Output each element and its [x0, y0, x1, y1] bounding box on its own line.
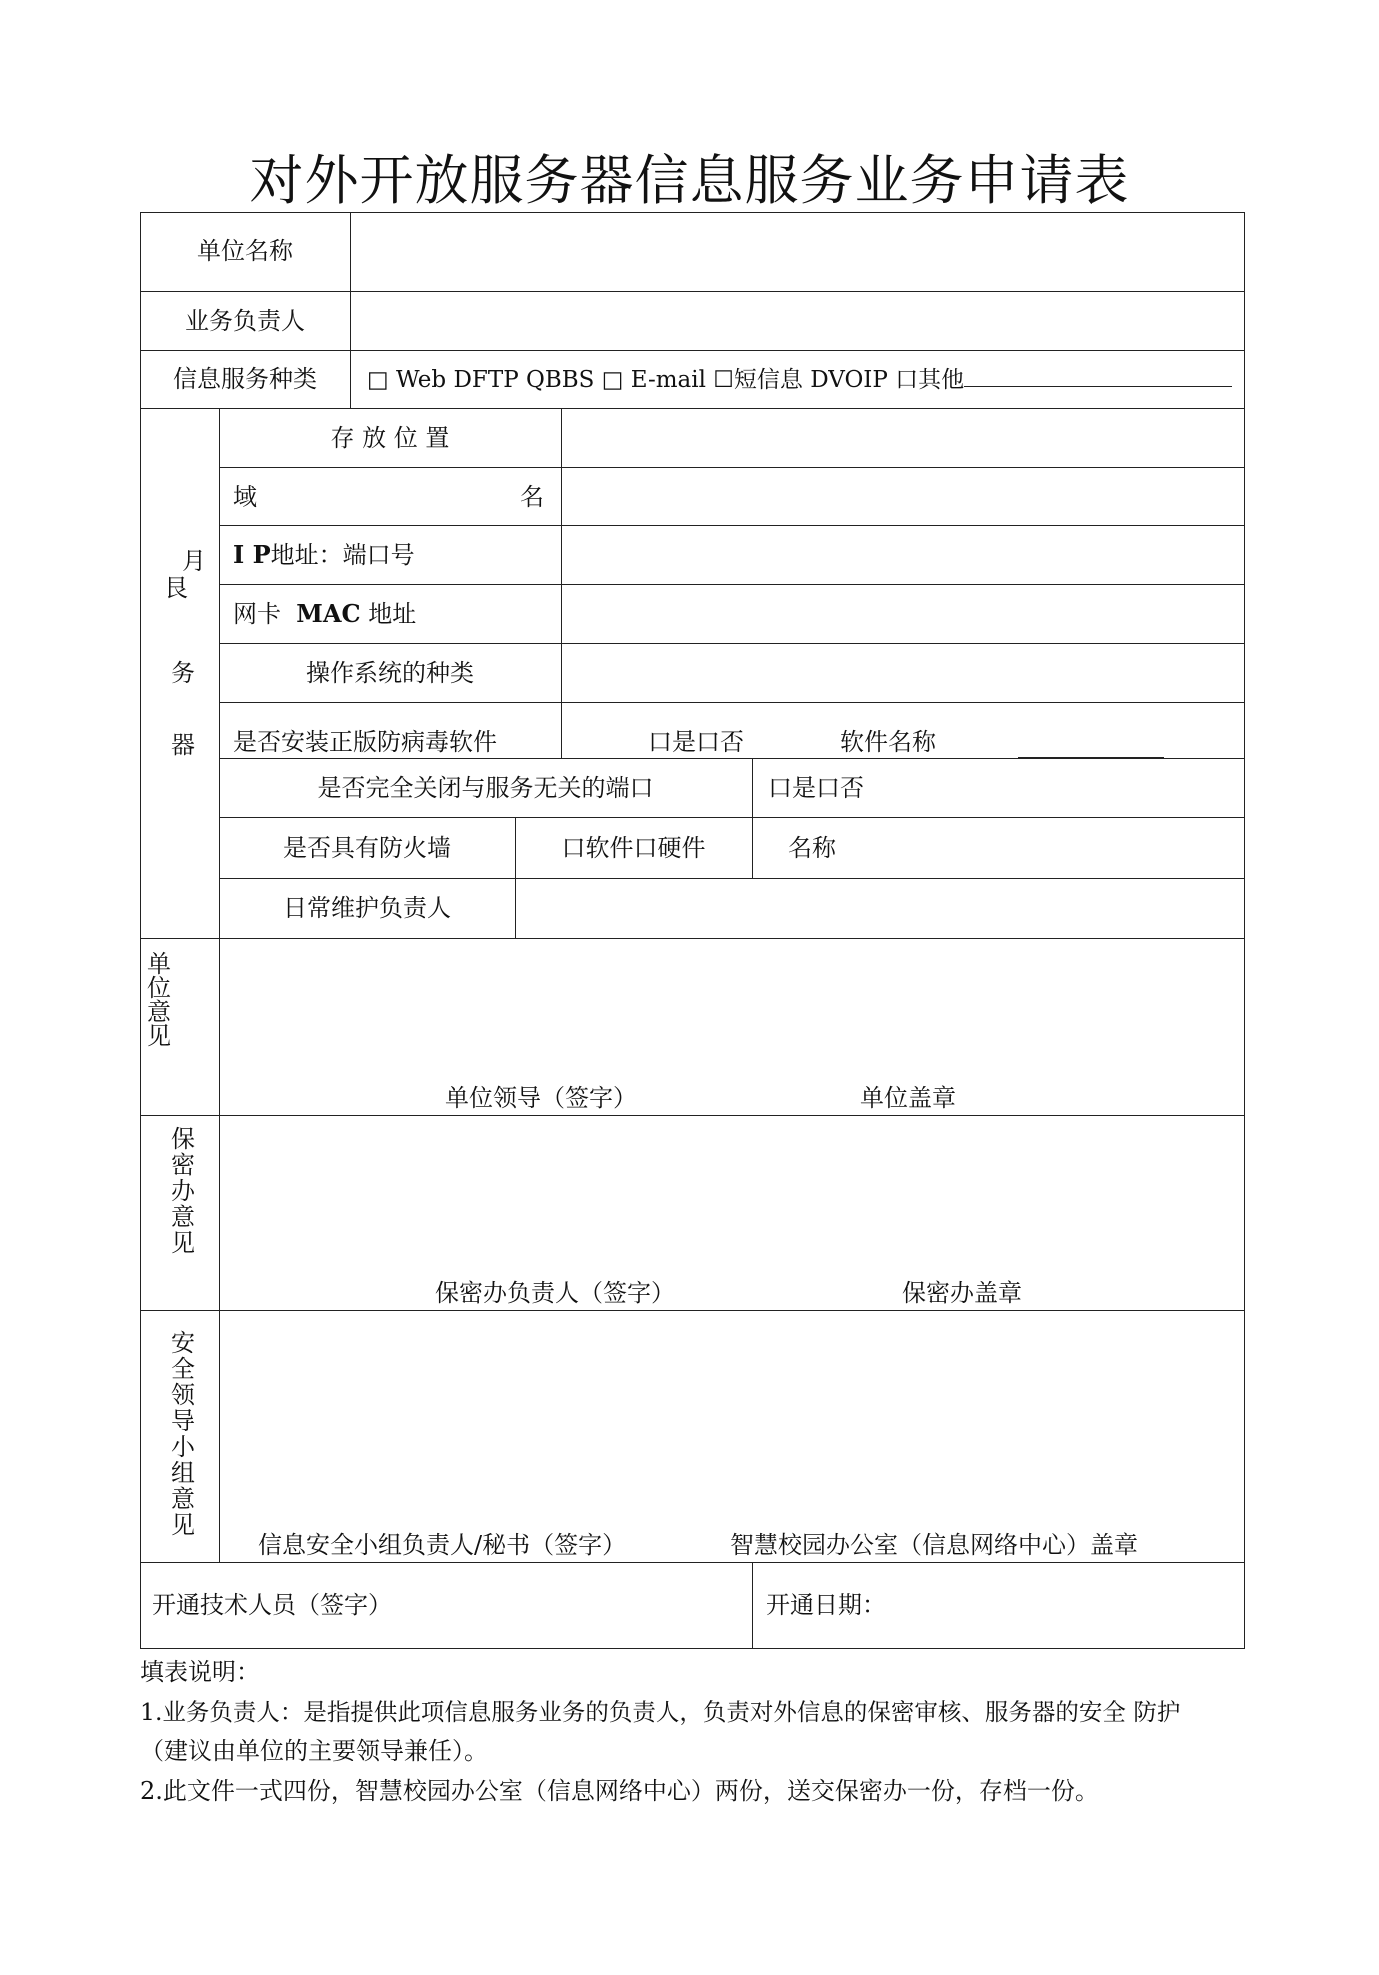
label-char: 办 — [171, 1177, 195, 1205]
other-underline — [964, 364, 1232, 387]
row-divider — [140, 1562, 1245, 1563]
software-name-label: 软件名称 — [840, 728, 936, 756]
row-divider — [219, 878, 1245, 879]
domain-label-left: 域 — [233, 483, 257, 511]
label-char: 见 — [171, 1229, 195, 1257]
service-type-options — [367, 364, 1232, 395]
row-divider — [219, 467, 1245, 468]
label-char: 意 — [147, 998, 171, 1026]
business-owner-label: 业务负责人 — [185, 307, 305, 335]
unit-leader-signature: 单位领导（签字） — [445, 1084, 637, 1112]
label-char: 导 — [171, 1407, 195, 1435]
row-divider — [140, 938, 1245, 939]
table-border-left — [140, 212, 141, 1649]
label-char: 领 — [171, 1381, 195, 1409]
column-divider — [350, 212, 351, 409]
label-char: 见 — [147, 1022, 171, 1050]
row-divider — [219, 758, 1245, 759]
label-char: 密 — [171, 1151, 195, 1179]
label-char: 意 — [171, 1485, 195, 1513]
row-divider — [219, 817, 1245, 818]
unit-name-label: 单位名称 — [197, 237, 293, 265]
tech-staff-signature: 开通技术人员（签字） — [152, 1591, 392, 1619]
server-section-label — [164, 547, 206, 602]
label-char: 位 — [147, 974, 171, 1002]
row-divider — [140, 291, 1245, 292]
security-group-seal: 智慧校园办公室（信息网络中心）盖章 — [730, 1531, 1138, 1559]
ports-closed-label: 是否完全关闭与服务无关的端口 — [317, 774, 654, 802]
domain-label-right: 名 — [520, 483, 544, 511]
security-office-signature: 保密办负责人（签字） — [435, 1279, 675, 1307]
label-char: 组 — [171, 1459, 195, 1487]
os-label: 操作系统的种类 — [306, 659, 474, 687]
security-group-label — [168, 1330, 198, 1538]
label-char: 务 — [171, 659, 195, 687]
firewall-label: 是否具有防火墙 — [283, 834, 451, 862]
notes-line-3: 2.此文件一式四份，智慧校园办公室（信息网络中心）两份，送交保密办一份，存档一份。 — [140, 1777, 1099, 1805]
security-group-signature: 信息安全小组负责人/秘书（签字） — [258, 1531, 627, 1559]
label-char: 器 — [171, 731, 195, 759]
page-title: 对外开放服务器信息服务业务申请表 — [249, 149, 1130, 212]
ports-closed-options: 口是口否 — [768, 774, 864, 802]
ip-port-label — [233, 540, 415, 570]
label-char: 见 — [171, 1511, 195, 1539]
ip-label: I P — [233, 540, 271, 569]
software-name-underline — [1018, 735, 1164, 758]
security-office-label — [168, 1126, 198, 1256]
antivirus-label: 是否安装正版防病毒软件 — [233, 728, 497, 756]
label-char: 安 — [171, 1329, 195, 1357]
firewall-name-label: 名称 — [788, 834, 836, 862]
mac-suffix: 地址 — [368, 600, 417, 628]
service-type-checkboxes: □ Web DFTP QBBS □ E-mail ☐短信息 DVOIP 口其他 — [367, 367, 965, 393]
label-char: 月 — [182, 547, 206, 575]
column-divider — [219, 408, 220, 1563]
row-divider — [219, 525, 1245, 526]
label-char: 意 — [171, 1203, 195, 1231]
activation-date-label: 开通日期： — [766, 1591, 886, 1619]
table-border-right — [1244, 212, 1245, 1649]
notes-heading: 填表说明： — [140, 1658, 260, 1686]
label-char: 艮 — [164, 574, 188, 602]
security-office-seal: 保密办盖章 — [902, 1279, 1022, 1307]
unit-opinion-label — [144, 952, 174, 1048]
mac-prefix: 网卡 — [233, 600, 281, 628]
column-divider — [561, 408, 562, 759]
maintainer-label: 日常维护负责人 — [283, 894, 451, 922]
mac-label — [233, 599, 416, 629]
server-section-label-lower — [168, 660, 198, 687]
antivirus-options: 口是口否 — [648, 728, 744, 756]
location-label: 存 放 位 置 — [330, 424, 450, 452]
column-divider — [752, 1562, 753, 1649]
notes-line-2: （建议由单位的主要领导兼任）。 — [140, 1737, 488, 1765]
label-char: 单 — [147, 950, 171, 978]
label-char: 小 — [171, 1433, 195, 1461]
label-char: 全 — [171, 1355, 195, 1383]
column-divider — [752, 758, 753, 878]
notes-line-1: 1.业务负责人：是指提供此项信息服务业务的负责人，负责对外信息的保密审核、服务器的安全 防护 — [140, 1698, 1181, 1726]
row-divider — [140, 1310, 1245, 1311]
row-divider — [219, 702, 1245, 703]
server-section-label-lower — [168, 732, 198, 759]
unit-seal: 单位盖章 — [860, 1084, 956, 1112]
row-divider — [140, 408, 1245, 409]
table-border-bottom — [140, 1648, 1245, 1649]
table-border-top — [140, 212, 1245, 213]
ip-port-text: 地址：端口号 — [270, 541, 415, 569]
row-divider — [140, 1115, 1245, 1116]
row-divider — [219, 643, 1245, 644]
row-divider — [140, 350, 1245, 351]
firewall-options: 口软件口硬件 — [561, 834, 706, 862]
row-divider — [219, 584, 1245, 585]
service-type-label: 信息服务种类 — [173, 365, 317, 393]
label-char: 保 — [171, 1125, 195, 1153]
mac-bold: MAC — [296, 599, 361, 628]
